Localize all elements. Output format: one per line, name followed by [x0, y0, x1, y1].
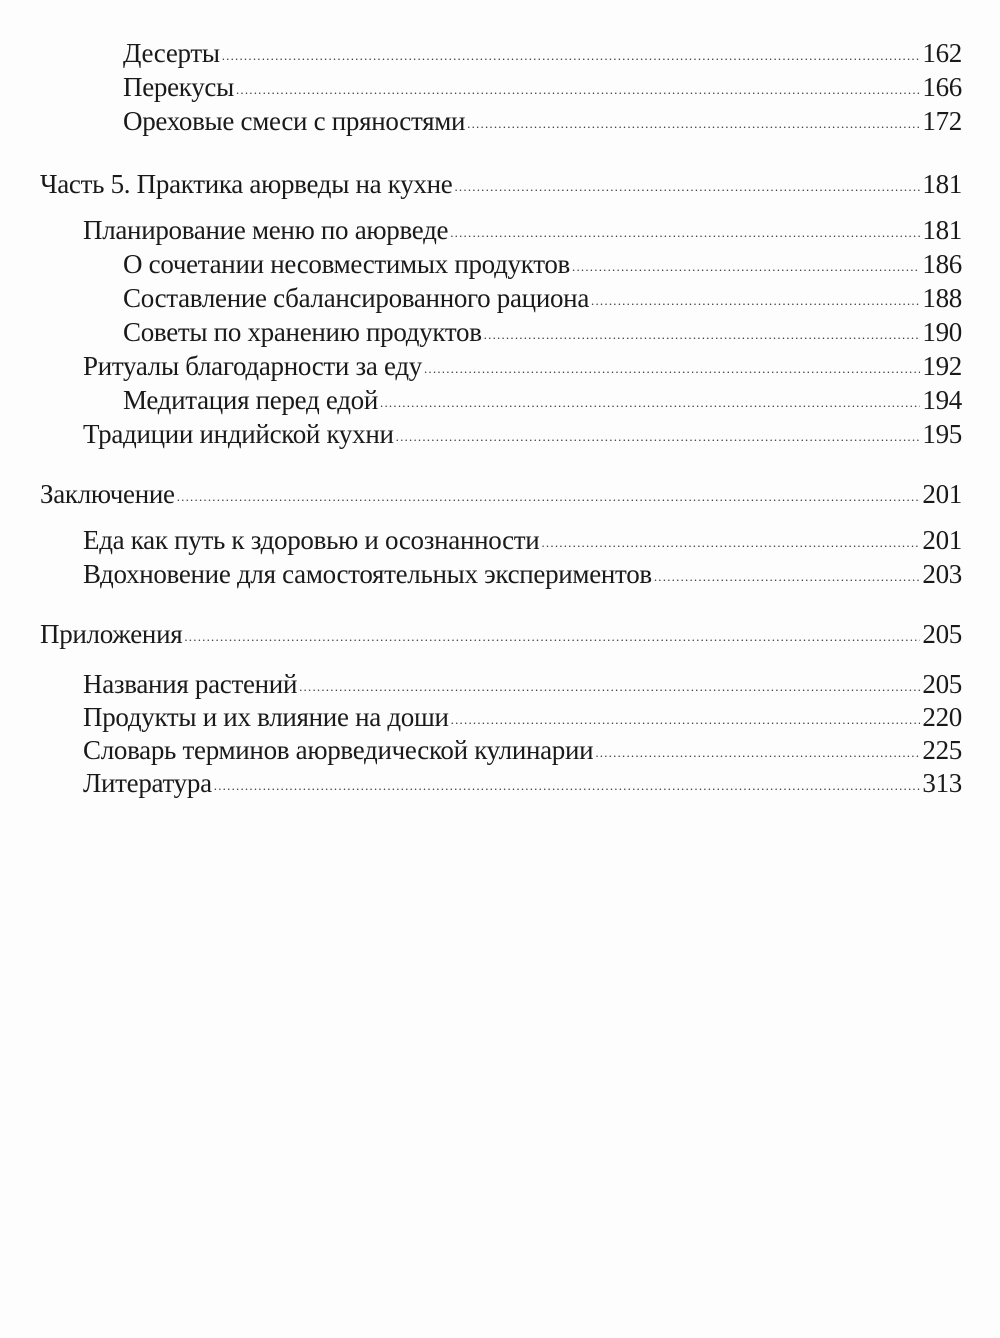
- dot-leader: [595, 747, 920, 759]
- toc-entry-title: О сочетании несовместимых продуктов: [123, 249, 570, 279]
- toc-entry-title: Ореховые смеси с пряностями: [123, 106, 466, 136]
- toc-entry-title: Названия растений: [83, 669, 298, 699]
- toc-page-number: 225: [922, 735, 962, 765]
- toc-entry-title: Традиции индийской кухни: [83, 419, 394, 449]
- dot-leader: [424, 363, 920, 375]
- toc-page-number: 181: [922, 169, 962, 199]
- toc-entry-title: Продукты и их влияние на доши: [83, 702, 449, 732]
- dot-leader: [467, 118, 920, 130]
- toc-page-number: 181: [922, 215, 962, 245]
- toc-page-number: 186: [922, 249, 962, 279]
- toc-entry-title: Вдохновение для самостоятельных экспериментов: [83, 559, 652, 589]
- toc-entry: [83, 557, 962, 591]
- dot-leader: [299, 681, 920, 693]
- toc-page-number: 190: [922, 317, 962, 347]
- toc-entry-title: Десерты: [123, 38, 220, 68]
- toc-entry: [83, 523, 962, 557]
- toc-entry: [83, 667, 962, 701]
- toc-entry-title: Еда как путь к здоровью и осознанности: [83, 525, 540, 555]
- dot-leader: [572, 261, 920, 273]
- dot-leader: [380, 397, 920, 409]
- toc-entry: [123, 36, 962, 70]
- toc-entry: [83, 733, 962, 767]
- toc-entry-title: Заключение: [40, 479, 175, 509]
- toc-page-number: 205: [922, 619, 962, 649]
- toc-entry-title: Ритуалы благодарности за еду: [83, 351, 422, 381]
- toc-entry: [83, 417, 962, 451]
- toc-entry-title: Составление сбалансированного рациона: [123, 283, 590, 313]
- dot-leader: [222, 50, 921, 62]
- toc-entry-title: Словарь терминов аюрведической кулинарии: [83, 735, 594, 765]
- toc-entry: [83, 700, 962, 734]
- toc-page-number: 166: [922, 72, 962, 102]
- toc-entry-title: Часть 5. Практика аюрведы на кухне: [40, 169, 453, 199]
- toc-page-number: 313: [922, 768, 962, 798]
- dot-leader: [177, 491, 921, 503]
- toc-entry: [123, 104, 962, 138]
- toc-page-number: 195: [922, 419, 962, 449]
- dot-leader: [236, 84, 920, 96]
- toc-entry: [123, 70, 962, 104]
- dot-leader: [654, 571, 921, 583]
- dot-leader: [450, 227, 920, 239]
- toc-page-number: 172: [922, 106, 962, 136]
- toc-entry: [123, 247, 962, 281]
- toc-section: [40, 167, 962, 201]
- dot-leader: [451, 714, 921, 726]
- toc-page-number: 220: [922, 702, 962, 732]
- toc-entry: [83, 213, 962, 247]
- toc-entry-title: Перекусы: [123, 72, 234, 102]
- dot-leader: [214, 780, 921, 792]
- toc-page-number: 194: [922, 385, 962, 415]
- toc-entry-title: Литература: [83, 768, 212, 798]
- toc-entry: [83, 349, 962, 383]
- toc-entry-title: Приложения: [40, 619, 183, 649]
- dot-leader: [396, 431, 921, 443]
- dot-leader: [591, 295, 920, 307]
- toc-entry: [83, 766, 962, 800]
- toc-page-number: 188: [922, 283, 962, 313]
- toc-page-number: 203: [922, 559, 962, 589]
- dot-leader: [454, 181, 920, 193]
- toc-entry: [123, 383, 962, 417]
- dot-leader: [184, 631, 920, 643]
- toc-entry: [123, 315, 962, 349]
- toc-page-number: 205: [922, 669, 962, 699]
- toc-page-number: 162: [922, 38, 962, 68]
- dot-leader: [541, 537, 920, 549]
- toc-page-number: 192: [922, 351, 962, 381]
- toc-entry: [123, 281, 962, 315]
- dot-leader: [484, 329, 921, 341]
- toc-page-number: 201: [922, 479, 962, 509]
- toc-entry-title: Медитация перед едой: [123, 385, 379, 415]
- toc-entry-title: Планирование меню по аюрведе: [83, 215, 449, 245]
- toc-section: [40, 617, 962, 651]
- toc-section: [40, 477, 962, 511]
- toc-page-number: 201: [922, 525, 962, 555]
- toc-entry-title: Советы по хранению продуктов: [123, 317, 482, 347]
